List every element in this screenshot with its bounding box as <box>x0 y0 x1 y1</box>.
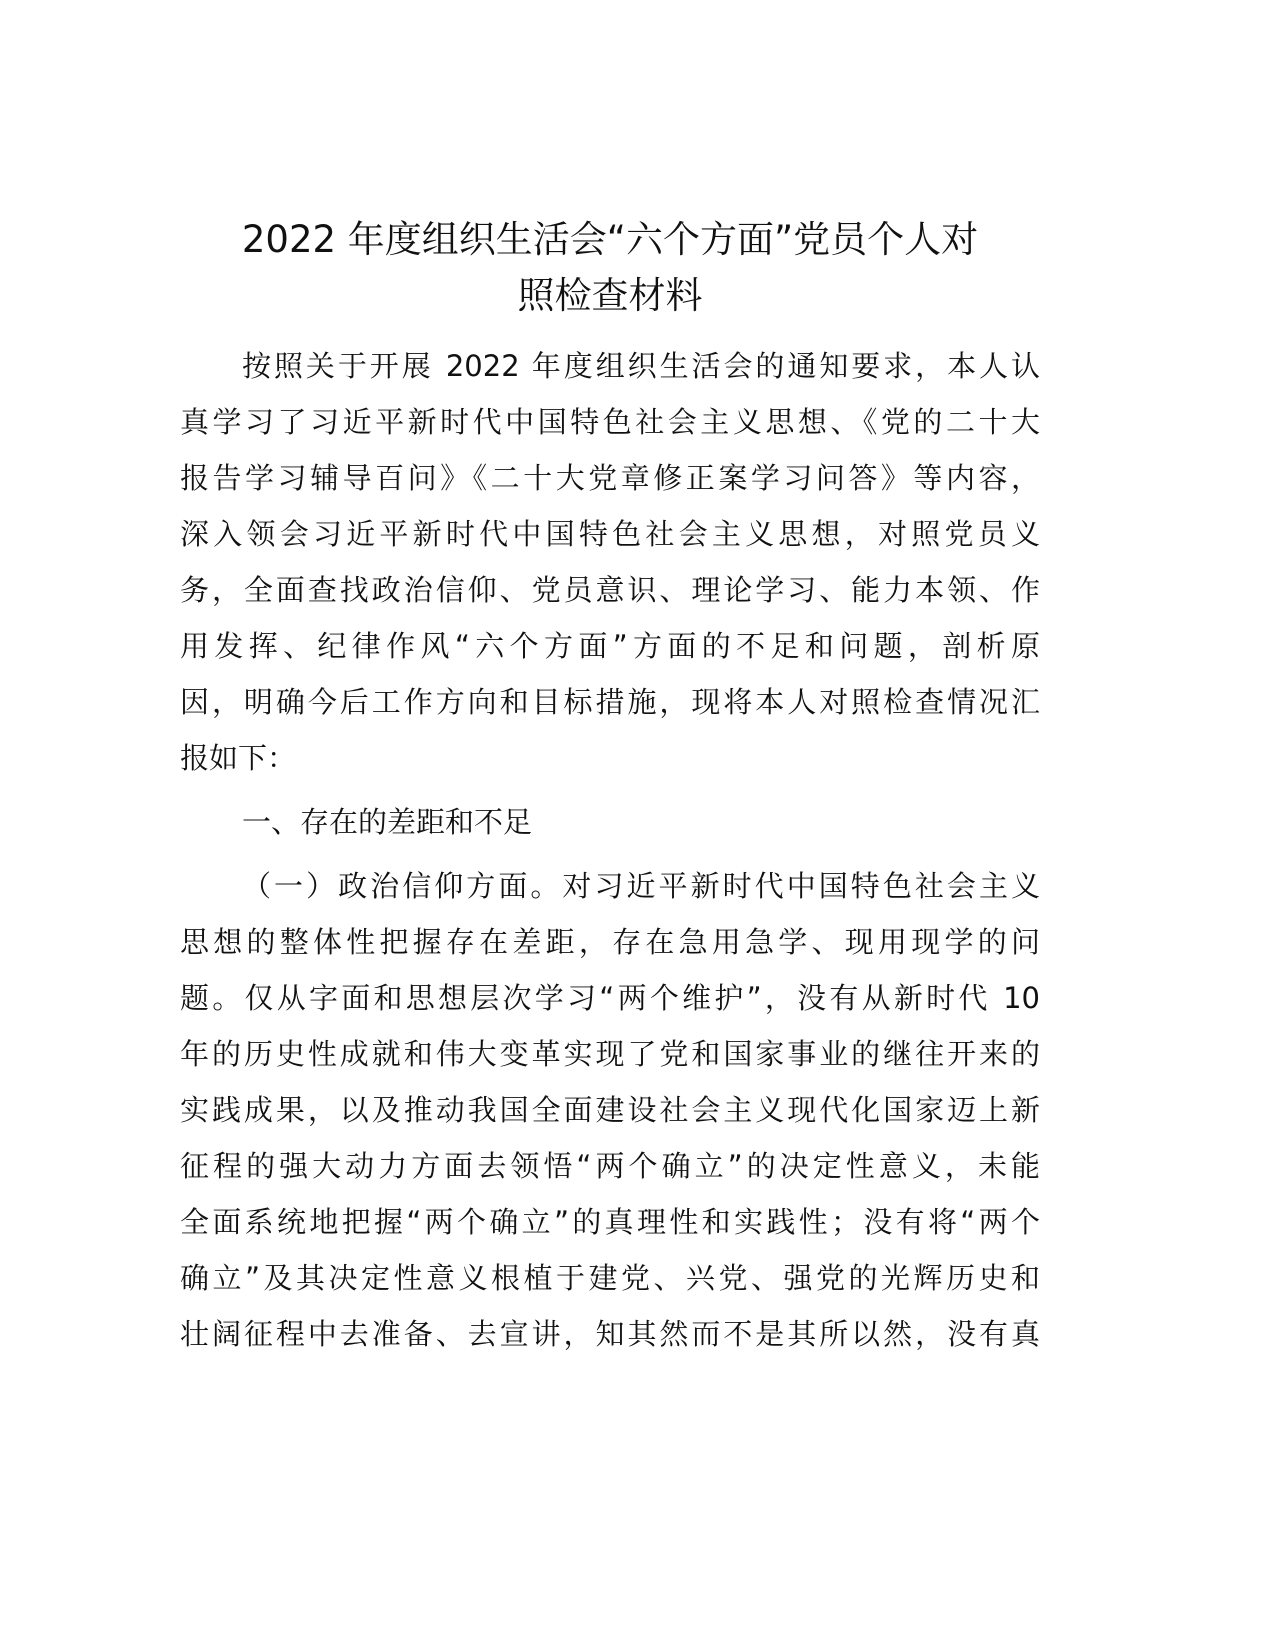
text-line: 题。仅从字面和思想层次学习“两个维护”，没有从新时代 10 <box>180 981 1040 1015</box>
text-line: 征程的强大动力方面去领悟“两个确立”的决定性意义，未能 <box>180 1149 1040 1183</box>
text-line: 年的历史性成就和伟大变革实现了党和国家事业的继往开来的 <box>180 1037 1040 1071</box>
text-line: （一）政治信仰方面。对习近平新时代中国特色社会主义 <box>242 869 1040 903</box>
text-line: 用发挥、纪律作风“六个方面”方面的不足和问题，剖析原 <box>180 629 1040 663</box>
text-line: 深入领会习近平新时代中国特色社会主义思想，对照党员义 <box>180 517 1040 551</box>
text-line: 报如下： <box>180 741 297 775</box>
text-line: 实践成果，以及推动我国全面建设社会主义现代化国家迈上新 <box>180 1093 1040 1127</box>
section-heading: 一、存在的差距和不足 <box>242 805 533 839</box>
title-line-2: 照检查材料 <box>517 274 703 317</box>
text-line: 全面系统地把握“两个确立”的真理性和实践性；没有将“两个 <box>180 1205 1040 1239</box>
text-line: 按照关于开展 2022 年度组织生活会的通知要求，本人认 <box>242 349 1040 383</box>
text-line: 因，明确今后工作方向和目标措施，现将本人对照检查情况汇 <box>180 685 1040 719</box>
text-line: 务，全面查找政治信仰、党员意识、理论学习、能力本领、作 <box>180 573 1040 607</box>
text-line: 确立”及其决定性意义根植于建党、兴党、强党的光辉历史和 <box>180 1261 1040 1295</box>
document-title <box>170 212 1050 324</box>
text-line: 壮阔征程中去准备、去宣讲，知其然而不是其所以然，没有真 <box>180 1317 1040 1351</box>
text-line: 思想的整体性把握存在差距，存在急用急学、现用现学的问 <box>180 925 1040 959</box>
text-line: 报告学习辅导百问》《二十大党章修正案学习问答》等内容， <box>180 461 1040 495</box>
title-line-1: 2022 年度组织生活会“六个方面”党员个人对 <box>241 218 979 261</box>
text-line: 真学习了习近平新时代中国特色社会主义思想、《党的二十大 <box>180 405 1040 439</box>
